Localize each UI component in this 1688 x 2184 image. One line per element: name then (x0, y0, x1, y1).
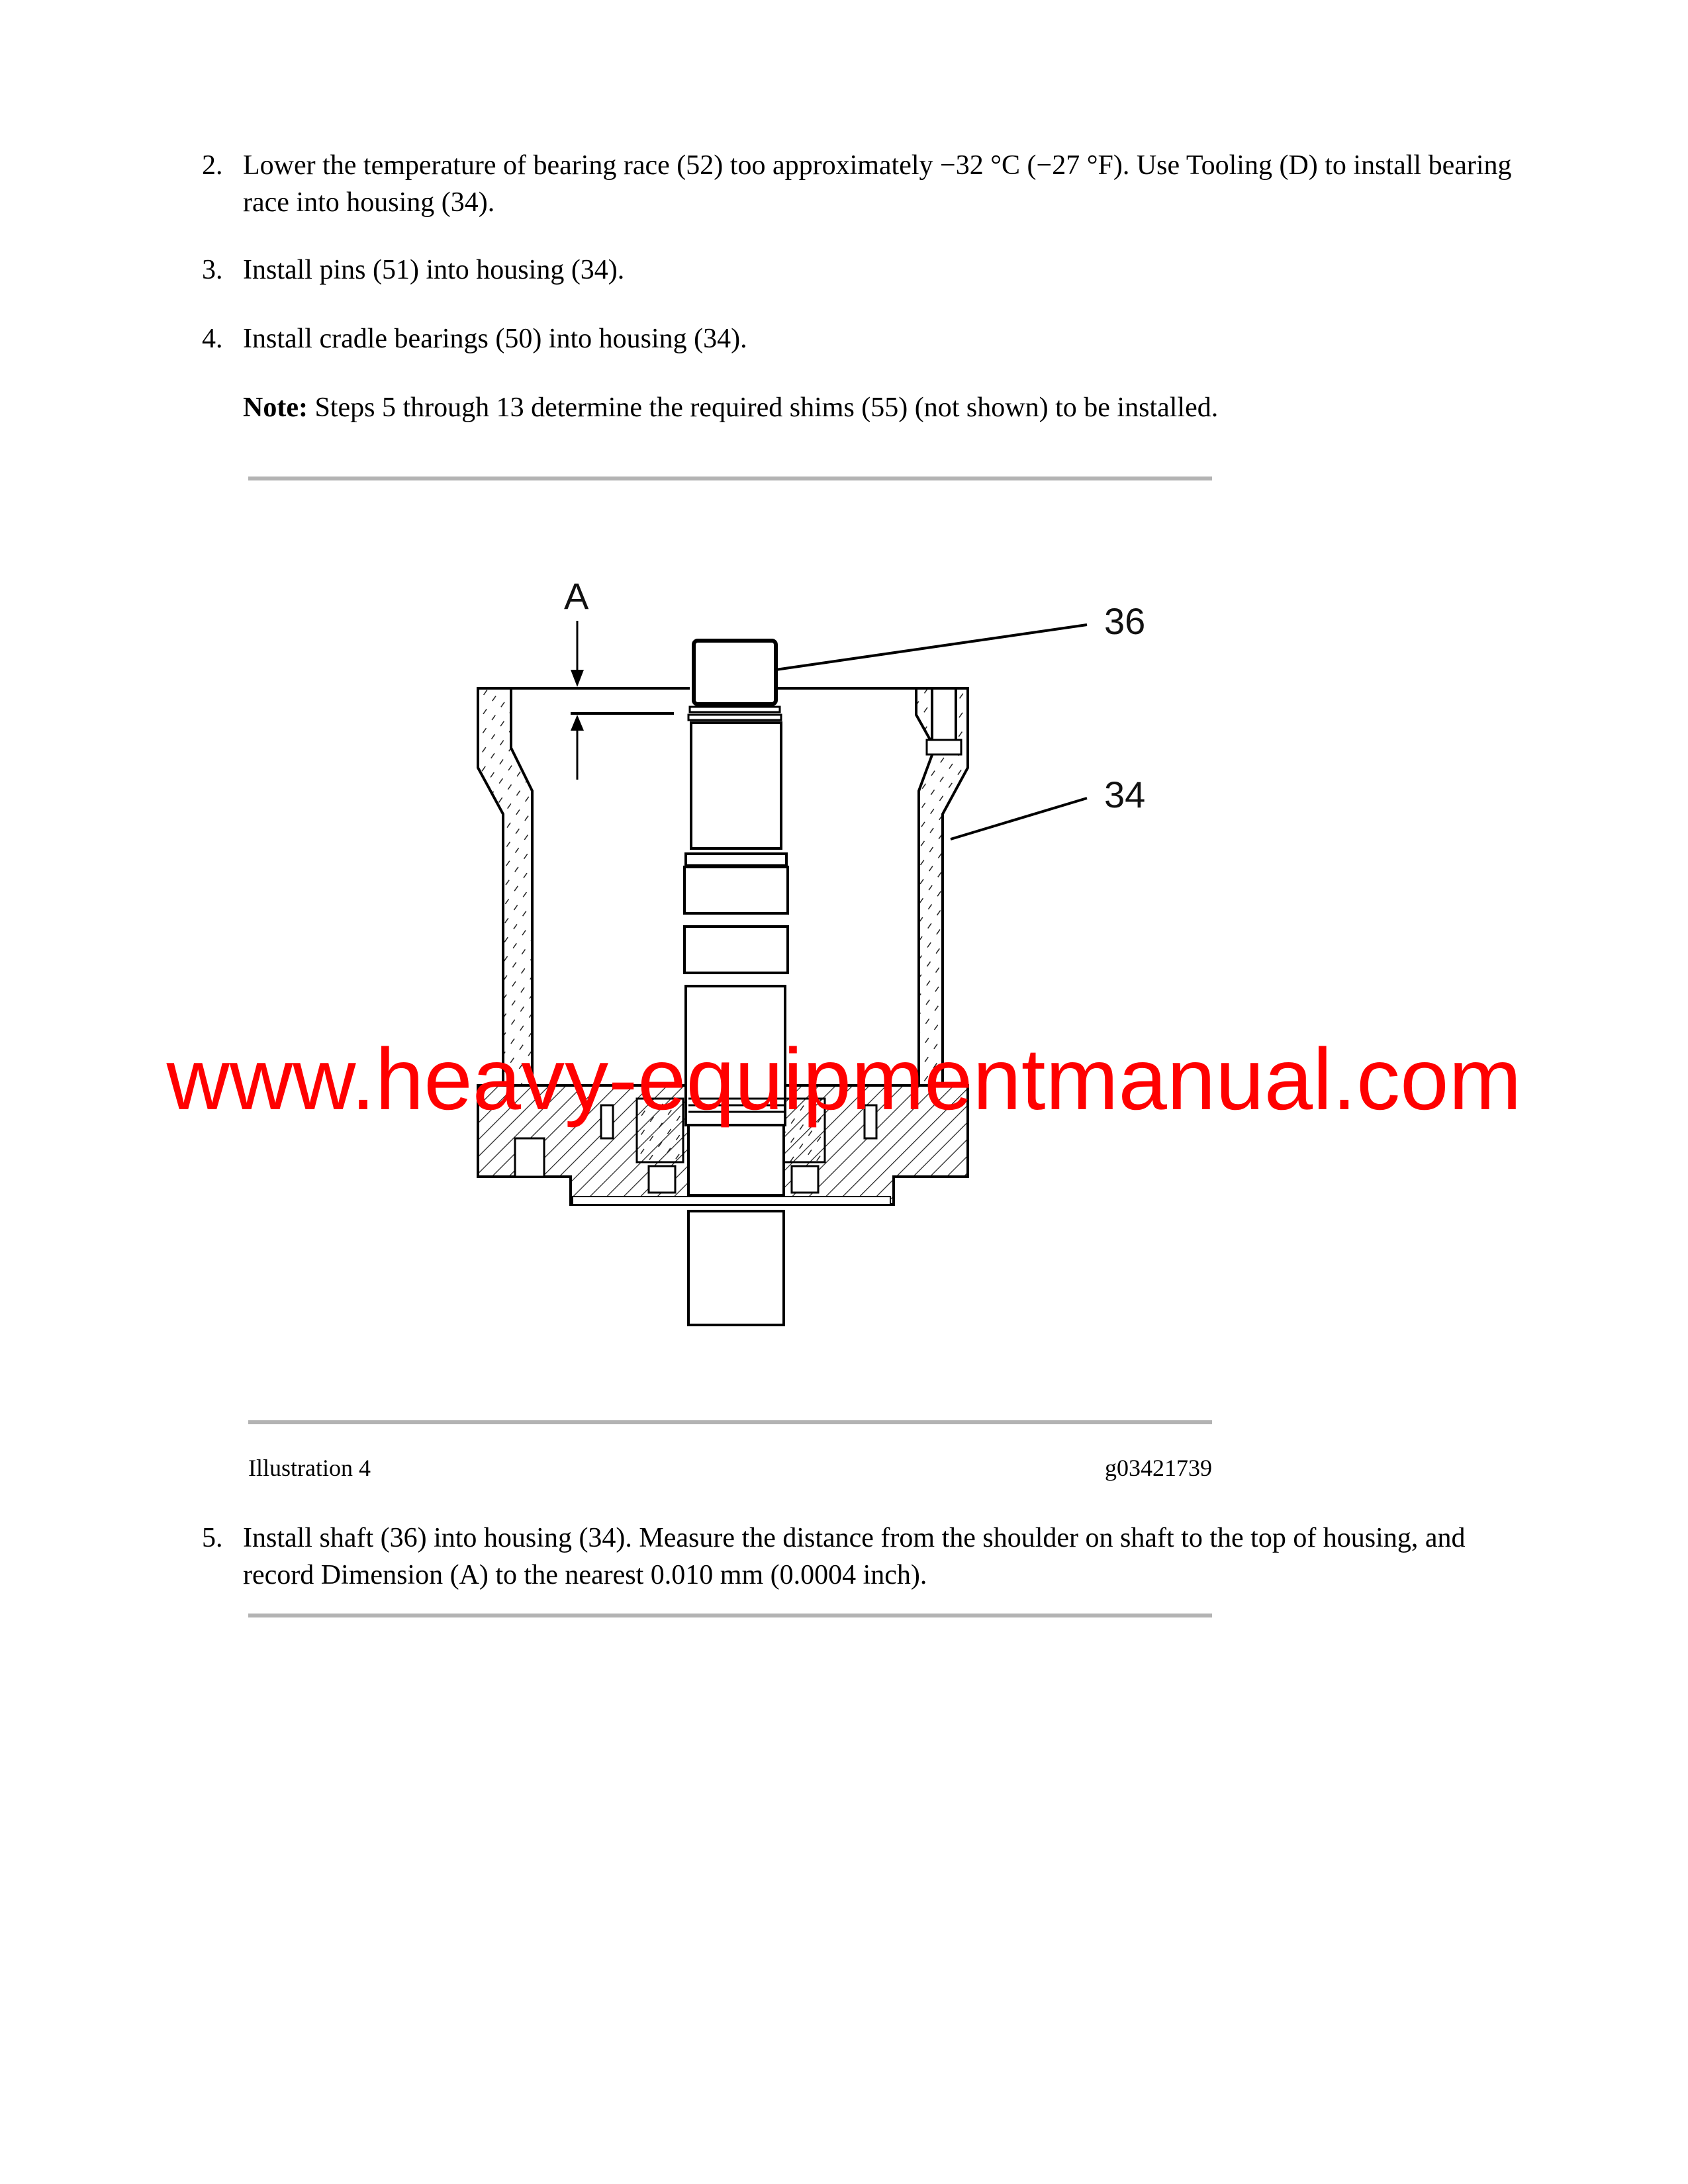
shaft-output (688, 1211, 784, 1325)
step-number: 2. (202, 150, 223, 181)
figure-bottom-rule (248, 1420, 1212, 1424)
watermark: www.heavy-equipmentmanual.com (166, 1030, 1522, 1128)
callout-34: 34 (1104, 774, 1146, 815)
note (243, 389, 1218, 426)
note-label: Note: (243, 392, 308, 423)
shaft-lower (688, 1125, 784, 1195)
illustration-id: g03421739 (1105, 1455, 1212, 1481)
figure-top-rule (248, 477, 1212, 480)
step-number: 4. (202, 324, 223, 354)
note-text: Steps 5 through 13 determine the required shims (55) (not shown) to be installed. (307, 392, 1219, 423)
dimension-a-label: A (564, 575, 589, 617)
shaft-housing-illustration (0, 516, 1688, 1377)
shaft-body (691, 723, 781, 848)
callout-36: 36 (1104, 600, 1146, 642)
illustration-caption: Illustration 4 (248, 1455, 371, 1481)
step-text: Install pins (51) into housing (34). (243, 255, 625, 285)
shaft-cap (694, 641, 776, 704)
step-text: Lower the temperature of bearing race (52) too approximately −32 °C (−27 °F). Use Tooling (D) to install bearing race into housing (34). (243, 150, 1512, 218)
section-rule (248, 1614, 1212, 1617)
housing-left-wall (478, 688, 532, 1085)
step-text: Install cradle bearings (50) into housing (34). (243, 324, 747, 354)
step-text: Install shaft (36) into housing (34). Measure the distance from the shoulder on shaft to the top of housing, and record Dimension (A) to the nearest 0.010 mm (0.0004 inch). (243, 1523, 1466, 1590)
step-number: 3. (202, 255, 223, 285)
step-number: 5. (202, 1523, 223, 1553)
